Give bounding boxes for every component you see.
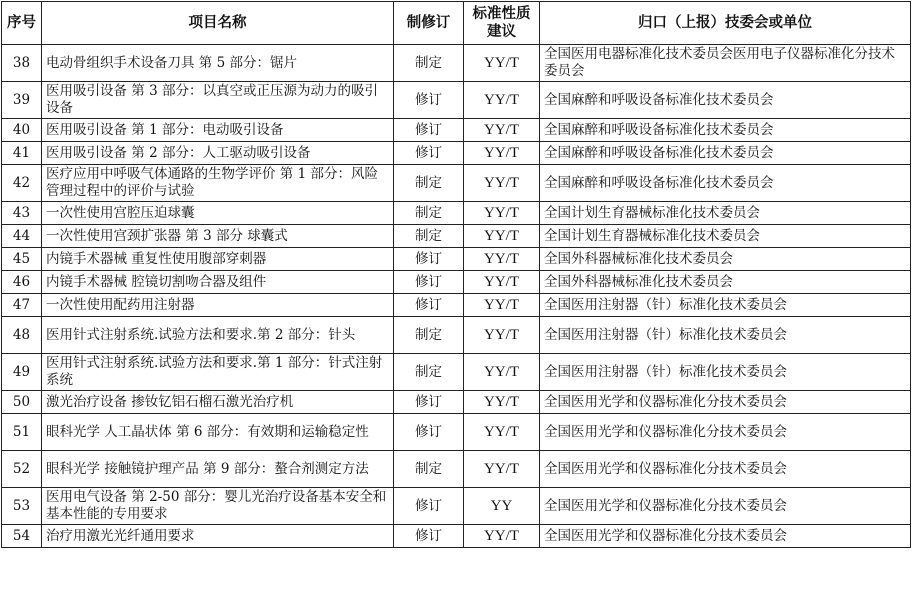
cell-num: 45 [2, 248, 42, 271]
cell-type: 修订 [394, 391, 464, 414]
cell-type: 制定 [394, 451, 464, 488]
cell-name: 一次性使用宫颈扩张器 第 3 部分 球囊式 [42, 225, 394, 248]
table-row [2, 202, 911, 225]
cell-name: 医用吸引设备 第 2 部分：人工驱动吸引设备 [42, 142, 394, 165]
cell-nature: YY/T [464, 525, 540, 548]
cell-num: 43 [2, 202, 42, 225]
cell-unit: 全国医用注射器（针）标准化技术委员会 [540, 294, 911, 317]
table-row [2, 294, 911, 317]
cell-nature: YY/T [464, 45, 540, 82]
cell-type: 修订 [394, 488, 464, 525]
cell-unit: 全国计划生育器械标准化技术委员会 [540, 225, 911, 248]
cell-nature: YY/T [464, 294, 540, 317]
cell-nature: YY/T [464, 414, 540, 451]
cell-num: 40 [2, 119, 42, 142]
cell-type: 修订 [394, 525, 464, 548]
cell-name: 医用吸引设备 第 1 部分：电动吸引设备 [42, 119, 394, 142]
cell-type: 修订 [394, 142, 464, 165]
cell-type: 制定 [394, 45, 464, 82]
cell-num: 46 [2, 271, 42, 294]
table-row [2, 414, 911, 451]
cell-unit: 全国医用光学和仪器标准化分技术委员会 [540, 525, 911, 548]
cell-num: 48 [2, 317, 42, 354]
header-unit: 归口（上报）技委会或单位 [540, 2, 911, 45]
cell-type: 修订 [394, 294, 464, 317]
cell-name: 医用针式注射系统.试验方法和要求.第 2 部分：针头 [42, 317, 394, 354]
header-row [2, 2, 911, 45]
table-row [2, 225, 911, 248]
cell-nature: YY/T [464, 451, 540, 488]
cell-unit: 全国医用光学和仪器标准化分技术委员会 [540, 414, 911, 451]
cell-nature: YY/T [464, 82, 540, 119]
cell-type: 修订 [394, 82, 464, 119]
cell-type: 制定 [394, 202, 464, 225]
cell-name: 眼科光学 人工晶状体 第 6 部分：有效期和运输稳定性 [42, 414, 394, 451]
cell-unit: 全国医用光学和仪器标准化分技术委员会 [540, 488, 911, 525]
header-num: 序号 [2, 2, 42, 45]
table-row [2, 165, 911, 202]
cell-name: 一次性使用配药用注射器 [42, 294, 394, 317]
cell-unit: 全国医用电器标准化技术委员会医用电子仪器标准化分技术委员会 [540, 45, 911, 82]
cell-unit: 全国医用光学和仪器标准化分技术委员会 [540, 451, 911, 488]
cell-type: 制定 [394, 225, 464, 248]
table-row [2, 82, 911, 119]
table-row [2, 271, 911, 294]
cell-num: 44 [2, 225, 42, 248]
table-row [2, 525, 911, 548]
table-row [2, 488, 911, 525]
cell-type: 制定 [394, 354, 464, 391]
cell-num: 53 [2, 488, 42, 525]
cell-unit: 全国麻醉和呼吸设备标准化技术委员会 [540, 119, 911, 142]
cell-nature: YY/T [464, 119, 540, 142]
cell-unit: 全国麻醉和呼吸设备标准化技术委员会 [540, 82, 911, 119]
cell-name: 医用针式注射系统.试验方法和要求.第 1 部分：针式注射系统 [42, 354, 394, 391]
header-name: 项目名称 [42, 2, 394, 45]
table-row [2, 248, 911, 271]
cell-nature: YY/T [464, 317, 540, 354]
standards-table [1, 1, 911, 548]
cell-name: 眼科光学 接触镜护理产品 第 9 部分：螯合剂测定方法 [42, 451, 394, 488]
cell-unit: 全国麻醉和呼吸设备标准化技术委员会 [540, 142, 911, 165]
table-row [2, 391, 911, 414]
cell-type: 修订 [394, 119, 464, 142]
cell-type: 修订 [394, 414, 464, 451]
cell-unit: 全国计划生育器械标准化技术委员会 [540, 202, 911, 225]
cell-unit: 全国医用注射器（针）标准化技术委员会 [540, 317, 911, 354]
cell-name: 一次性使用宫腔压迫球囊 [42, 202, 394, 225]
cell-num: 39 [2, 82, 42, 119]
cell-nature: YY/T [464, 248, 540, 271]
cell-nature: YY/T [464, 165, 540, 202]
cell-num: 47 [2, 294, 42, 317]
cell-num: 54 [2, 525, 42, 548]
cell-name: 治疗用激光光纤通用要求 [42, 525, 394, 548]
cell-unit: 全国医用注射器（针）标准化技术委员会 [540, 354, 911, 391]
cell-nature: YY/T [464, 225, 540, 248]
cell-type: 制定 [394, 317, 464, 354]
cell-nature: YY/T [464, 271, 540, 294]
cell-nature: YY/T [464, 354, 540, 391]
cell-unit: 全国医用光学和仪器标准化分技术委员会 [540, 391, 911, 414]
cell-type: 修订 [394, 271, 464, 294]
cell-name: 医疗应用中呼吸气体通路的生物学评价 第 1 部分：风险管理过程中的评价与试验 [42, 165, 394, 202]
header-nature: 标准性质建议 [464, 2, 540, 45]
table-row [2, 45, 911, 82]
cell-num: 41 [2, 142, 42, 165]
cell-num: 52 [2, 451, 42, 488]
table-row [2, 451, 911, 488]
cell-name: 内镜手术器械 重复性使用腹部穿刺器 [42, 248, 394, 271]
cell-name: 激光治疗设备 掺钕钇铝石榴石激光治疗机 [42, 391, 394, 414]
cell-num: 42 [2, 165, 42, 202]
cell-num: 49 [2, 354, 42, 391]
table-row [2, 119, 911, 142]
cell-type: 修订 [394, 248, 464, 271]
cell-nature: YY [464, 488, 540, 525]
table-row [2, 142, 911, 165]
cell-nature: YY/T [464, 202, 540, 225]
cell-num: 38 [2, 45, 42, 82]
cell-unit: 全国麻醉和呼吸设备标准化技术委员会 [540, 165, 911, 202]
cell-nature: YY/T [464, 142, 540, 165]
cell-name: 医用吸引设备 第 3 部分：以真空或正压源为动力的吸引设备 [42, 82, 394, 119]
table-row [2, 317, 911, 354]
cell-nature: YY/T [464, 391, 540, 414]
cell-name: 电动骨组织手术设备刀具 第 5 部分：锯片 [42, 45, 394, 82]
cell-unit: 全国外科器械标准化技术委员会 [540, 271, 911, 294]
cell-unit: 全国外科器械标准化技术委员会 [540, 248, 911, 271]
cell-num: 51 [2, 414, 42, 451]
header-type: 制修订 [394, 2, 464, 45]
cell-type: 制定 [394, 165, 464, 202]
table-row [2, 354, 911, 391]
cell-name: 内镜手术器械 腔镜切割吻合器及组件 [42, 271, 394, 294]
cell-name: 医用电气设备 第 2-50 部分：婴儿光治疗设备基本安全和基本性能的专用要求 [42, 488, 394, 525]
cell-num: 50 [2, 391, 42, 414]
